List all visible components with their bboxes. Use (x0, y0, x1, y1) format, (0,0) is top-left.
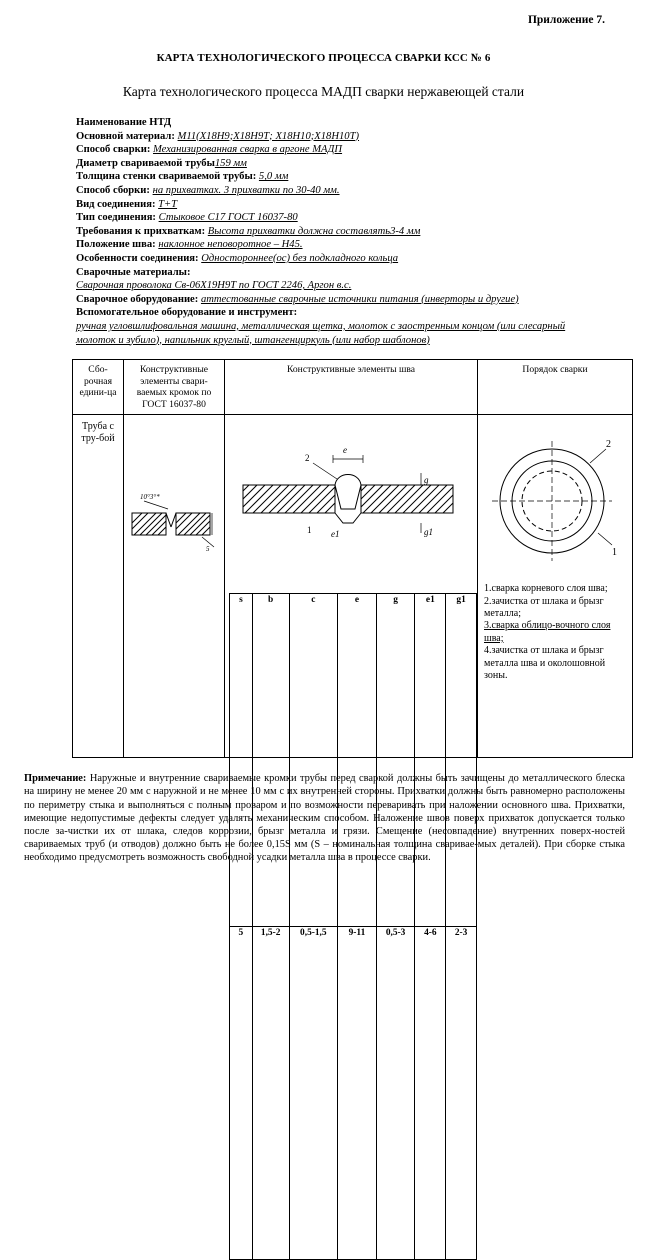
dims-header: e (338, 594, 377, 927)
dimensions-table (229, 593, 477, 1260)
aux-label: Вспомогательное оборудование и инструмент: (76, 307, 298, 319)
field-label: Положение шва: (76, 239, 156, 251)
table-header-row (73, 360, 633, 415)
dims-value: 2-3 (446, 927, 477, 1260)
edge-preparation-diagram (124, 415, 218, 745)
dims-header-row (230, 594, 477, 927)
field-label: Наименование НТД (76, 117, 172, 128)
dims-header: g1 (446, 594, 477, 927)
cell-weld-diagram (225, 415, 478, 939)
dims-value: 4-6 (415, 927, 446, 1260)
dims-header: g (376, 594, 415, 927)
field-label: Особенности соединения: (76, 252, 199, 264)
field-value: наклонное неповоротное – Н45. (158, 239, 303, 251)
cell-edge-diagram (124, 415, 225, 758)
field-row (76, 157, 633, 171)
dims-value: 9-11 (338, 927, 377, 1260)
field-label: Толщина стенки свариваемой трубы: (76, 171, 257, 183)
thickness-label: 5 (206, 545, 210, 554)
dims-header: b (252, 594, 289, 927)
header-weld-order: Порядок сварки (478, 360, 633, 415)
order-item: 3.сварка облицо-вочного слоя шва; (484, 620, 611, 644)
weld-cross-section-diagram (225, 415, 471, 587)
header-edge-elements: Конструктивные элементы свари-ваемых кромок по ГОСТ 16037-80 (124, 360, 225, 415)
root-height-label-g1: g1 (424, 527, 433, 538)
field-label: Диаметр свариваемой трубы (76, 157, 215, 169)
dims-value: 1,5-2 (252, 927, 289, 1260)
dims-value: 0,5-3 (376, 927, 415, 1260)
field-value: Одностороннее(ос) без подкладного кольца (201, 252, 399, 264)
document-title-sub: Карта технологического процесса МАДП сварки нержавеющей стали (122, 84, 525, 99)
header-weld-elements: Конструктивные элементы шва (225, 360, 478, 415)
dims-header: s (230, 594, 253, 927)
field-label: Вид соединения: (76, 198, 156, 210)
field-label: Способ сварки: (76, 144, 151, 156)
materials-label-row (76, 266, 633, 280)
pass-label-1: 1 (307, 525, 312, 536)
field-value: 159 мм (214, 157, 247, 169)
field-row (76, 116, 633, 130)
field-row (76, 225, 633, 239)
field-row (76, 198, 633, 212)
dims-value-row (230, 927, 477, 1260)
appendix-label: Приложение 7. (527, 14, 605, 26)
cell-assembly-unit: Труба с тру-бой (73, 415, 124, 758)
materials-value: Сварочная проволока Св-06Х19Н9Т по ГОСТ 2246, Аргон в.с. (76, 280, 352, 292)
dims-value: 0,5-1,5 (289, 927, 338, 1260)
field-row (76, 130, 633, 144)
weld-height-label-g: g (424, 475, 429, 486)
field-row (76, 143, 633, 157)
materials-label: Сварочные материалы: (76, 266, 191, 278)
table-body-row (73, 415, 633, 758)
order-item: 1.сварка корневого слоя шва; (484, 583, 608, 595)
fields-block (76, 116, 633, 347)
field-label: Тип соединения: (76, 212, 156, 224)
field-label: Способ сборки: (76, 184, 150, 196)
field-value: Механизированная сварка в аргоне МАДП (153, 144, 343, 156)
aux-label-row (76, 306, 633, 320)
equipment-label: Сварочное оборудование: (76, 293, 199, 305)
equipment-value: аттестованные сварочные источники питания (инверторы и другие) (200, 293, 519, 305)
equipment-row (76, 293, 633, 307)
field-value: М11(Х18Н9;Х18Н9Т; Х18Н10;Х18Н10Т) (177, 130, 360, 142)
aux-value-row (76, 320, 576, 347)
field-row (76, 211, 633, 225)
field-value: 5,0 мм (258, 171, 289, 183)
pipe-pass-label-2: 2 (606, 439, 611, 451)
bevel-angle-label: 10°3°* (140, 493, 160, 502)
note-label: Примечание: (24, 773, 87, 785)
field-row (76, 170, 633, 184)
root-width-label-e1: e1 (331, 529, 340, 540)
order-item: 2.зачистка от шлака и брызг металла; (484, 595, 604, 619)
materials-value-row (76, 279, 633, 293)
cell-weld-order (478, 415, 633, 758)
dims-header: e1 (415, 594, 446, 927)
field-row (76, 252, 633, 266)
field-row (76, 238, 633, 252)
pass-label-2: 2 (305, 453, 310, 464)
document-title-main: КАРТА ТЕХНОЛОГИЧЕСКОГО ПРОЦЕССА СВАРКИ КСС № 6 (156, 52, 491, 64)
aux-value: ручная угловшлифовальная машина, металлическая щетка, молоток с заостренным концом (или слесарный молоток и зубило), напильник круглый, штангенциркуль (или набор шаблонов) (76, 320, 566, 346)
pipe-section-diagram (478, 415, 626, 583)
pipe-pass-label-1: 1 (612, 547, 617, 559)
field-value: Т+Т (158, 198, 178, 210)
weld-order-list (484, 583, 622, 682)
header-assembly-unit: Сбо-рочная едини-ца (73, 360, 124, 415)
order-item: 4.зачистка от шлака и брызг металла шва и околошовной зоны. (484, 645, 606, 681)
field-label: Основной материал: (76, 130, 175, 142)
field-value: на прихватках. 3 прихватки по 30-40 мм. (152, 184, 340, 196)
field-value: Стыковое С17 ГОСТ 16037-80 (158, 212, 298, 224)
dims-value: 5 (230, 927, 253, 1260)
note-text: Наружные и внутренние свариваемые кромки трубы перед сваркой должны быть зачищены до металлического блеска на ширину не менее 20 мм с наружной и не менее 10 мм с их внутренней стороны. Прихватки должны быть равномерно расположены по периметру стыка и выполняться с полным проваром и по возможности переваривать при наложении основного шва. Прихватки, имеющие недопустимые дефекты следует удалять механическим способом. Наложение швов поверх прихваток допускается только после за-чистки их от шлака, следов коррозии, брызг металла и грязи. Смещение (несовпадение) внутренних поверх-ностей свариваемых труб (и отводов) должно быть не более 0,15S мм (S – номинальная толщина сваривае-мых деталей). При сборке стыка необходимо предусмотреть возможность свободной усадки металла шва в процессе сварки. (24, 773, 625, 864)
field-value: Высота прихватки должна составлять3-4 мм (207, 225, 421, 237)
weld-width-label-e: e (343, 445, 347, 456)
field-label: Требования к прихваткам: (76, 225, 206, 237)
dims-header: c (289, 594, 338, 927)
field-row (76, 184, 633, 198)
